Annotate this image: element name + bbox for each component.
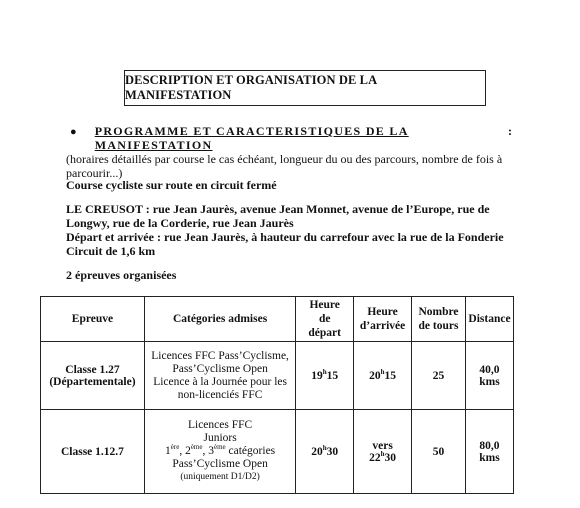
programme-subtitle-line-1: (horaires détaillés par course le cas échéant, longueur du ou des parcours, nombre de fois à: [66, 152, 503, 166]
programme-heading-line: [66, 124, 512, 152]
row-2-categories: [144, 410, 295, 494]
header-heure-depart: [296, 297, 354, 342]
row-1-epreuve-line-2: (Départementale): [49, 375, 136, 388]
header-nombre-tours: [412, 297, 466, 342]
events-count: 2 épreuves organisées: [66, 268, 177, 282]
table-header-row: [41, 297, 514, 342]
header-epreuve: Epreuve: [41, 297, 145, 342]
programme-subtitle-line-2: parcourir...): [66, 166, 123, 180]
header-heure-depart-line-1: Heure: [309, 299, 340, 311]
row-2-distance: 80,0 kms: [465, 410, 513, 494]
row-2-cat-first: 1: [165, 445, 171, 457]
row-2-tours: 50: [412, 410, 466, 494]
row-2-cat-line-1: Licences FFC: [187, 419, 253, 431]
course-type: Course cycliste sur route en circuit fermé: [66, 178, 277, 192]
row-2-arrivee-hour: 22: [369, 451, 381, 464]
table-row: [41, 410, 514, 494]
row-1-distance: 40,0 kms: [465, 342, 513, 410]
header-heure-arrivee-line-1: Heure: [367, 306, 398, 318]
header-distance: Distance: [465, 297, 513, 342]
row-1-cat-line-3: Licence à la Journée pour les: [153, 375, 287, 388]
row-2-cat-second: , 2: [179, 445, 191, 457]
header-heure-arrivee: [354, 297, 412, 342]
row-1-tours: 25: [412, 342, 466, 410]
bullet-icon: ●: [70, 126, 77, 138]
row-1-heure-depart: [296, 342, 354, 410]
header-heure-depart-line-2: de: [318, 313, 331, 325]
document-title: DESCRIPTION ET ORGANISATION DE LA MANIFESTATION: [125, 73, 377, 102]
row-1-heure-arrivee: [354, 342, 412, 410]
row-2-cat-line-2: Juniors: [203, 432, 237, 444]
row-1-arrivee-min: 15: [384, 369, 397, 382]
row-2-cat-third: , 3: [202, 445, 214, 457]
row-1-depart-hour: 19: [311, 369, 323, 382]
circuit-line: Circuit de 1,6 km: [66, 244, 156, 258]
row-2-depart-hour: 20: [311, 445, 323, 458]
location-block: [66, 202, 516, 258]
table-row: [41, 342, 514, 410]
header-heure-depart-line-3: départ: [308, 327, 341, 339]
row-2-cat-categories-word: catégories: [225, 445, 276, 457]
row-2-heure-depart: [296, 410, 354, 494]
row-2-cat-first-sup: ère: [170, 443, 180, 452]
programme-section: [66, 124, 512, 180]
row-1-cat-line-4: non-licenciés FFC: [177, 388, 263, 401]
row-2-arrivee-min: 30: [384, 451, 397, 464]
row-1-arrivee-h-sup: h: [380, 367, 385, 376]
row-2-arrivee-prefix: vers: [372, 439, 393, 452]
row-1-arrivee-hour: 20: [369, 369, 381, 382]
row-1-epreuve: [41, 342, 145, 410]
row-1-depart-h-sup: h: [322, 367, 327, 376]
events-table: [40, 296, 514, 494]
row-2-heure-arrivee: [354, 410, 412, 494]
row-1-categories: [144, 342, 295, 410]
row-2-cat-second-sup: ème: [190, 443, 203, 452]
row-1-epreuve-line-1: Classe 1.27: [65, 363, 120, 376]
row-2-depart-h-sup: h: [322, 443, 327, 452]
row-2-cat-line-3: [147, 445, 293, 458]
location-line-2: Longwy, rue de la Corderie, rue Jean Jaurès: [66, 216, 294, 230]
programme-heading: PROGRAMME ET CARACTERISTIQUES DE LA MANIFESTATION: [94, 124, 409, 152]
row-2-depart-min: 30: [326, 445, 339, 458]
row-1-depart-min: 15: [326, 369, 339, 382]
header-heure-arrivee-line-2: d’arrivée: [359, 320, 406, 332]
row-2-cat-line-4: Pass’Cyclisme Open: [172, 458, 268, 470]
departure-line: Départ et arrivée : rue Jean Jaurès, à hauteur du carrefour avec la rue de la Fonderie: [66, 230, 504, 244]
document-title-box: [124, 70, 486, 106]
row-1-cat-line-1: Licences FFC Pass’Cyclisme,: [151, 349, 289, 362]
row-1-cat-line-2: Pass’Cyclisme Open: [172, 362, 268, 375]
row-2-cat-line-5: (uniquement D1/D2): [180, 472, 260, 482]
row-2-cat-third-sup: ème: [213, 443, 226, 452]
location-line-1: LE CREUSOT : rue Jean Jaurès, avenue Jean Monnet, avenue de l’Europe, rue de: [66, 202, 490, 216]
header-categories: Catégories admises: [144, 297, 295, 342]
row-2-arrivee-time: [356, 449, 409, 464]
header-nombre-line-1: Nombre: [418, 306, 459, 318]
row-2-epreuve: Classe 1.12.7: [41, 410, 145, 494]
row-2-arrivee-h-sup: h: [380, 449, 385, 458]
header-nombre-line-2: de tours: [418, 320, 459, 332]
programme-colon: :: [508, 124, 512, 138]
